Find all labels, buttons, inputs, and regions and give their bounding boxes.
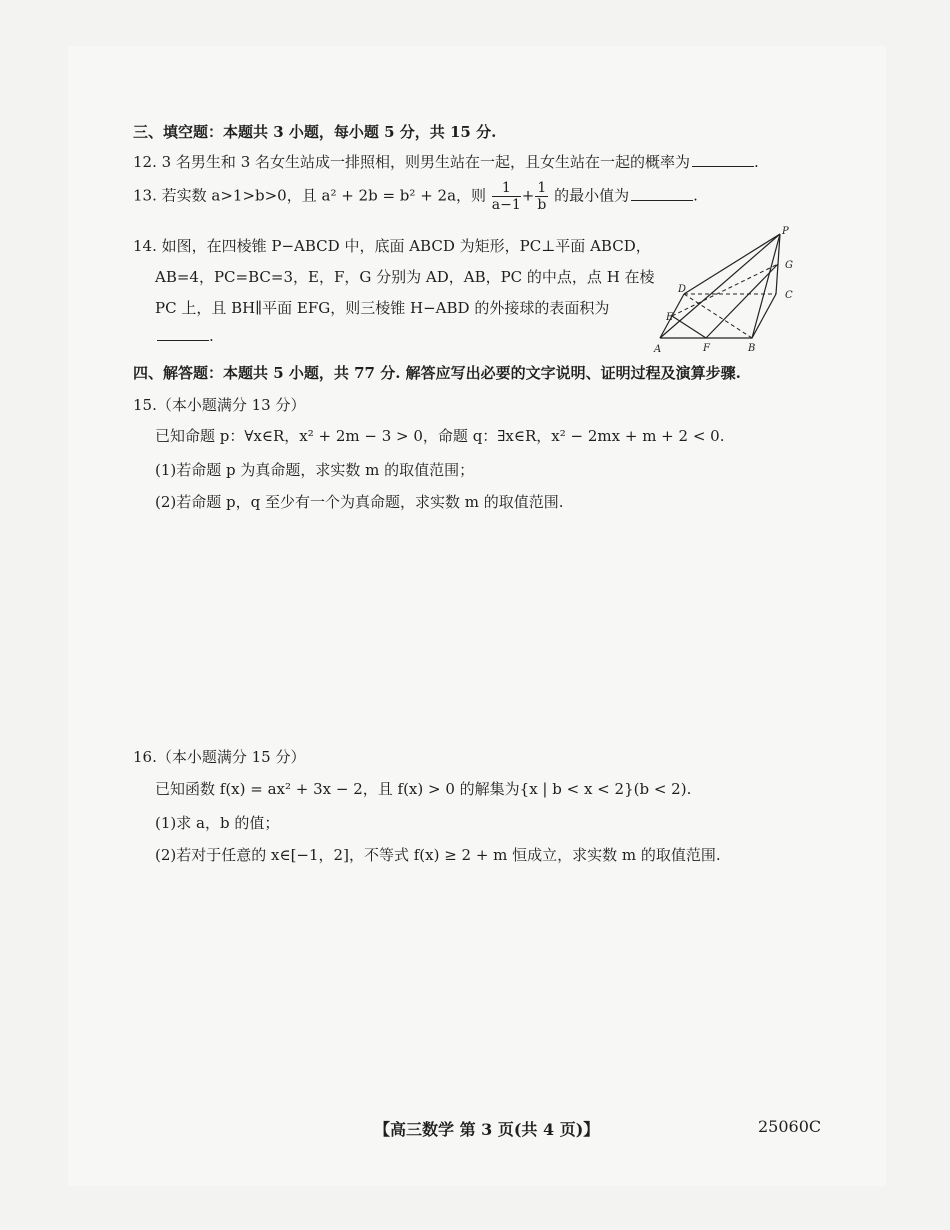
fraction-2-denominator: b (537, 197, 547, 213)
question-14-line-2: AB=4，PC=BC=3，E，F，G 分别为 AD，AB，PC 的中点，点 H 在棱 (155, 268, 655, 286)
fraction-1-denominator: a−1 (491, 197, 521, 213)
question-16-header: 16.（本小题满分 15 分） (133, 748, 306, 766)
question-15-header: 15.（本小题满分 13 分） (133, 396, 306, 414)
question-13-post: 的最小值为 (554, 186, 630, 205)
question-14-line-3: PC 上，且 BH∥平面 EFG，则三棱锥 H−ABD 的外接球的表面积为 (155, 299, 610, 317)
edge-e-f (672, 316, 706, 338)
label-e: E (666, 312, 674, 323)
question-16-stem: 已知函数 f(x) = ax² + 3x − 2，且 f(x) > 0 的解集为{x | b < x < 2}(b < 2). (155, 780, 692, 798)
question-16-part-2: (2)若对于任意的 x∈[−1，2]，不等式 f(x) ≥ 2 + m 恒成立，求实数 m 的取值范围. (155, 846, 721, 864)
label-p: P (782, 226, 789, 237)
label-f: F (703, 343, 710, 354)
label-c: C (785, 290, 793, 301)
question-12-end: . (754, 153, 759, 171)
edge-a-b-c (660, 294, 776, 338)
edge-f-g (706, 264, 778, 338)
exam-code: 25060C (758, 1117, 822, 1136)
fraction-1-numerator: 1 (492, 180, 521, 197)
answer-blank-12[interactable] (692, 152, 754, 167)
question-12-text: 12. 3 名男生和 3 名女生站成一排照相，则男生站在一起，且女生站在一起的概率为 (133, 153, 691, 171)
label-g: G (785, 260, 793, 271)
pyramid-figure (648, 226, 804, 358)
section-3-title: 三、填空题：本题共 3 小题，每小题 5 分，共 15 分. (133, 123, 497, 141)
label-b: B (748, 343, 756, 354)
question-14-end: . (209, 327, 214, 345)
label-d: D (678, 284, 687, 295)
answer-blank-14[interactable] (157, 326, 209, 341)
answer-blank-13[interactable] (631, 186, 693, 201)
label-a: A (654, 344, 662, 355)
plus-sign: + (521, 186, 535, 205)
question-14-answer (155, 326, 214, 345)
fraction-2-numerator: 1 (537, 180, 547, 196)
question-15-stem: 已知命题 p：∀x∈R，x² + 2m − 3 > 0，命题 q：∃x∈R，x² − 2mx + m + 2 < 0. (155, 427, 725, 445)
fraction-2 (535, 180, 548, 213)
question-15-part-2: (2)若命题 p，q 至少有一个为真命题，求实数 m 的取值范围. (155, 493, 564, 511)
question-13-pre: 13. 若实数 a>1>b>0，且 a² + 2b = b² + 2a，则 (133, 186, 487, 205)
page-footer: 【高三数学 第 3 页(共 4 页)】 (374, 1120, 600, 1139)
fraction-1 (492, 180, 521, 213)
question-16-part-1: (1)求 a，b 的值； (155, 814, 280, 832)
section-4-title: 四、解答题：本题共 5 小题，共 77 分. 解答应写出必要的文字说明、证明过程及演算步骤. (133, 364, 741, 382)
edge-p-d (684, 234, 780, 294)
edge-e-g (672, 264, 778, 316)
question-14-line-1: 14. 如图，在四棱锥 P−ABCD 中，底面 ABCD 为矩形，PC⊥平面 ABCD， (133, 237, 651, 255)
question-15-part-1: (1)若命题 p 为真命题，求实数 m 的取值范围； (155, 461, 475, 479)
exam-page (68, 46, 886, 1186)
question-13-end: . (693, 186, 698, 205)
question-12 (133, 151, 759, 172)
question-13 (133, 180, 698, 213)
